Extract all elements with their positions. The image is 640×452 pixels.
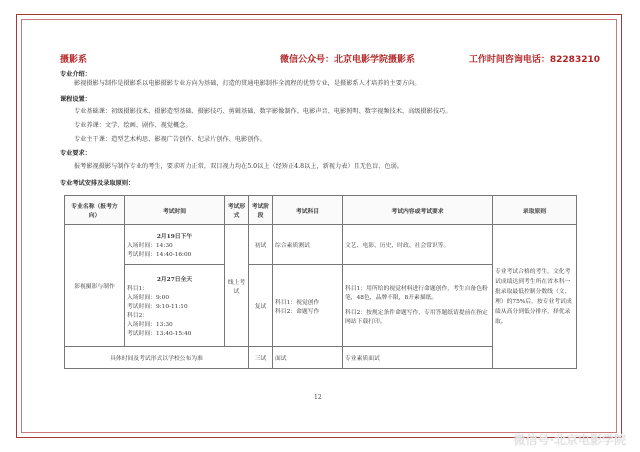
subject1-exam: 考试时间：9:10-11:10 — [127, 304, 188, 310]
feb19-exam: 考试时间：14:40-16:00 — [127, 252, 192, 258]
requirements-text: 报考影视摄影与制作专业的考生，要求听力正常，双目视力均在5.0以上（经矫正4.8以上，新视力表）且无色盲、色弱。 — [74, 163, 404, 170]
wechat-account: 微信公众号：北京电影学院摄影系 — [280, 55, 416, 65]
major-intro-text: 影视摄影与制作是摄影系以电影摄影专业方向为基础，打造的贯通电影制作全流程的优势专业，是摄影系人才培养的主要方向。 — [74, 80, 421, 87]
major-intro-label: 专业介绍： — [60, 71, 91, 78]
subject1-entry: 入场时间：9:00 — [127, 295, 170, 301]
first-exam-time — [125, 225, 225, 265]
header-stage: 考试阶段 — [249, 196, 273, 225]
dept-title: 摄影系 — [60, 55, 88, 65]
subject1-label: 科目1： — [127, 286, 149, 292]
note-cell: 具体时间及考试形式以学校公布为准 — [65, 347, 249, 369]
subject2-exam: 考试时间：13:40-15:40 — [127, 331, 192, 337]
phone-number: 工作时间咨询电话：82283210 — [468, 55, 600, 65]
feb19-entry: 入场时间：14:30 — [127, 243, 173, 249]
subject2-entry: 入场时间：13:30 — [127, 322, 173, 328]
requirements-label: 专业要求： — [60, 150, 91, 157]
content-first: 文艺、电影、历史、时政、社会常识等。 — [343, 225, 493, 265]
subject-second — [273, 265, 343, 347]
header-major: 专业名称（报考方向） — [65, 196, 125, 225]
table-row — [65, 225, 577, 265]
subject-first: 综合素质测试 — [273, 225, 343, 265]
table-header-row — [65, 196, 577, 225]
courses-label: 课程设置： — [60, 96, 91, 103]
course-core: 专业主干课：造型艺术构思、影视广告创作、纪录片创作、电影创作。 — [74, 136, 266, 143]
content-writing: 科目2：按规定条件命题写作，专用答题纸请提前在指定网站下载打印。 — [345, 309, 488, 325]
stage-third: 三试 — [249, 347, 273, 369]
stage-second: 复试 — [249, 265, 273, 347]
subject-third: 面试 — [273, 347, 343, 369]
exam-table — [64, 195, 577, 369]
date-feb27: 2月27日全天 — [156, 277, 193, 283]
subject-writing: 科目2：命题写作 — [275, 308, 320, 315]
admission-cell: 专业考试合格的考生，文化考试成绩达到考生所在省本科一批录取最低控制分数线（文、理）的75%后，按专业考试成绩从高分到低分排序，择优录取。 — [493, 225, 577, 369]
subject-visual: 科目1：视觉创作 — [275, 299, 320, 306]
stage-first: 初试 — [249, 225, 273, 265]
content-second — [343, 265, 493, 347]
subject2-label: 科目2： — [127, 313, 149, 319]
content-third: 专业素质面试 — [343, 347, 493, 369]
header-content: 考试内容或考试要求 — [343, 196, 493, 225]
header-admission: 录取原则 — [493, 196, 577, 225]
major-cell: 影视摄影与制作 — [65, 225, 125, 347]
course-culture: 专业养课：文学、绘画、剧作、视觉概念。 — [74, 122, 192, 129]
page-number: 12 — [314, 394, 322, 401]
watermark: 微信号·北京电影学院 — [513, 433, 626, 447]
exam-plan-label: 专业考试安排及录取原则： — [60, 180, 135, 187]
header-time: 考试时间 — [125, 196, 225, 225]
form-cell: 线上考试 — [225, 225, 249, 347]
date-feb19: 2月19日下午 — [156, 234, 193, 240]
page-header — [60, 52, 600, 66]
header-subject: 考试科目 — [273, 196, 343, 225]
course-basic: 专业基础课：初级摄影技术、摄影造型基础、摄影技巧、剪辑基础、数字影像制作、电影声音、电影照明、数字视频技术、高级摄影技巧。 — [74, 108, 452, 115]
second-exam-time — [125, 265, 225, 347]
content-visual: 科目1：用所给的视觉材料进行命题创作，考生自备色粉笔，48色，品牌不限，8开素描纸。 — [345, 285, 488, 301]
header-form: 考试形式 — [225, 196, 249, 225]
